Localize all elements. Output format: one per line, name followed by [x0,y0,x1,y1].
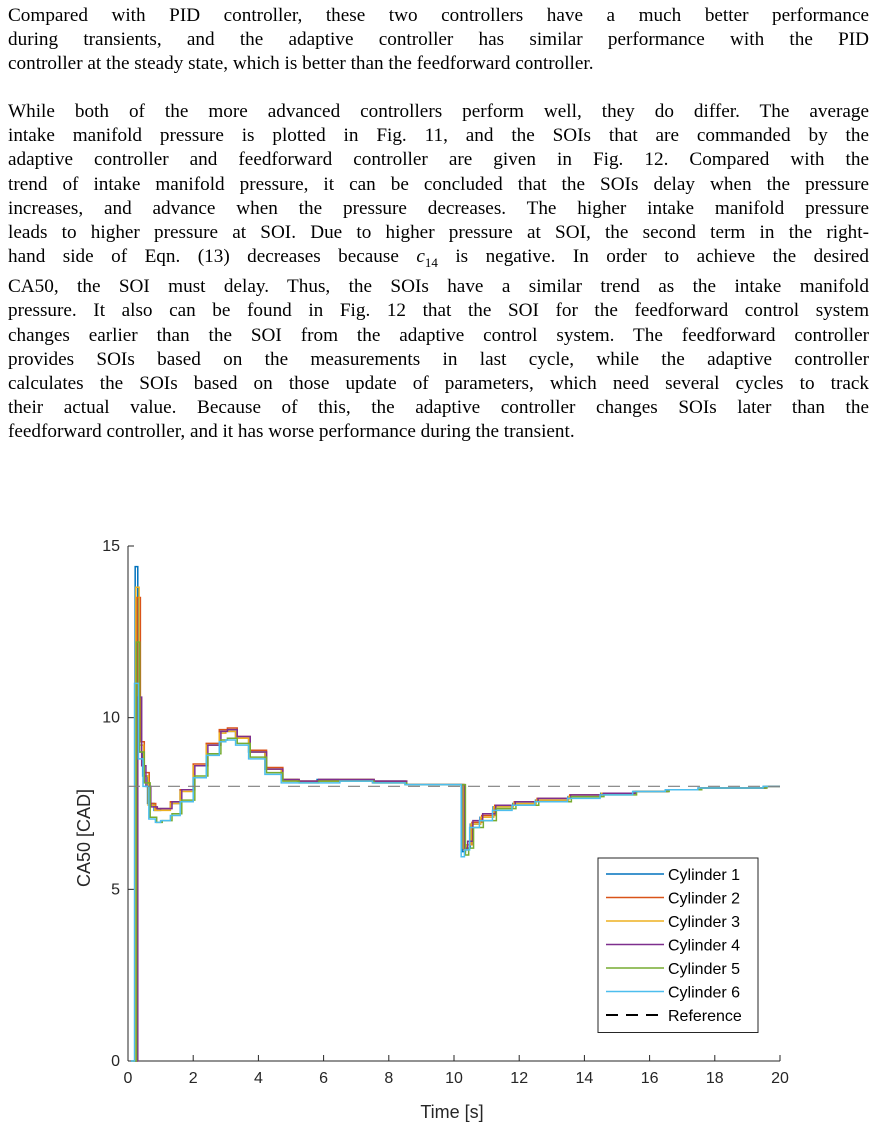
text-line: adaptive controller and feedforward controller are given in Fig. 12. Compared with the [8,149,869,171]
x-tick-label: 14 [575,1070,594,1087]
y-tick-label: 0 [111,1053,120,1070]
legend-label: Cylinder 1 [668,867,741,884]
text-line: provides SOIs based on the measurements in last cycle, while the adaptive controller [8,348,869,370]
x-tick-label: 10 [445,1070,463,1087]
paragraph-2 [8,100,869,445]
x-tick-label: 16 [640,1070,659,1087]
legend [598,858,758,1033]
text-line: CA50, the SOI must delay. Thus, the SOIs have a similar trend as the intake manifold [8,276,869,298]
legend-label: Cylinder 6 [668,984,741,1002]
legend-label: Cylinder 5 [668,961,741,978]
text-line: during transients, and the adaptive controller has similar performance with the PID [8,29,869,51]
legend-label: Cylinder 3 [668,914,741,931]
text-line: feedforward controller, and it has worse performance during the transient. [8,421,575,443]
text-line: intake manifold pressure is plotted in Fig. 11, and the SOIs that are commanded by the [8,125,869,147]
text-line: leads to higher pressure at SOI. Due to higher pressure at SOI, the second term in the right- [8,222,869,244]
text-line: calculates the SOIs based on those update of parameters, which need several cycles to track [8,373,869,395]
y-tick-label: 5 [111,881,120,899]
text-line: their actual value. Because of this, the adaptive controller changes SOIs later than the [8,397,869,419]
y-axis-label: CA50 [CAD] [74,788,94,888]
x-tick-label: 12 [510,1070,529,1087]
y-tick-label: 15 [102,538,120,555]
x-tick-label: 6 [319,1070,329,1087]
text-line: trend of intake manifold pressure, it can be concluded that the SOIs delay when the pressure [8,173,869,195]
legend-label: Reference [668,1008,742,1025]
text-line: changes earlier than the SOI from the adaptive control system. The feedforward controller [8,324,869,346]
x-tick-label: 8 [384,1070,394,1087]
ca50-figure [0,528,877,1128]
legend-label: Cylinder 2 [668,890,741,908]
x-tick-label: 0 [123,1070,133,1087]
x-tick-label: 20 [771,1070,789,1087]
x-axis-label: Time [s] [420,1102,484,1122]
y-tick-label: 10 [102,709,120,727]
legend-label: Cylinder 4 [668,937,741,955]
text-line: increases, and advance when the pressure decreases. The higher intake manifold pressure [8,197,869,219]
x-tick-label: 18 [705,1070,724,1087]
paragraph-1 [8,4,869,77]
text-line: pressure. It also can be found in Fig. 12 that the SOI for the feedforward control system [8,300,869,322]
x-tick-label: 2 [188,1070,198,1087]
text-line: controller at the steady state, which is better than the feedforward controller. [8,53,594,75]
text-line: hand side of Eqn. (13) decreases because $c_{14}$ is negative. In order to achieve the desired [8,246,869,271]
text-line: While both of the more advanced controllers perform well, they do differ. The average [8,101,869,122]
text-line: Compared with PID controller, these two controllers have a much better performance [8,5,869,26]
x-tick-label: 4 [253,1070,263,1087]
